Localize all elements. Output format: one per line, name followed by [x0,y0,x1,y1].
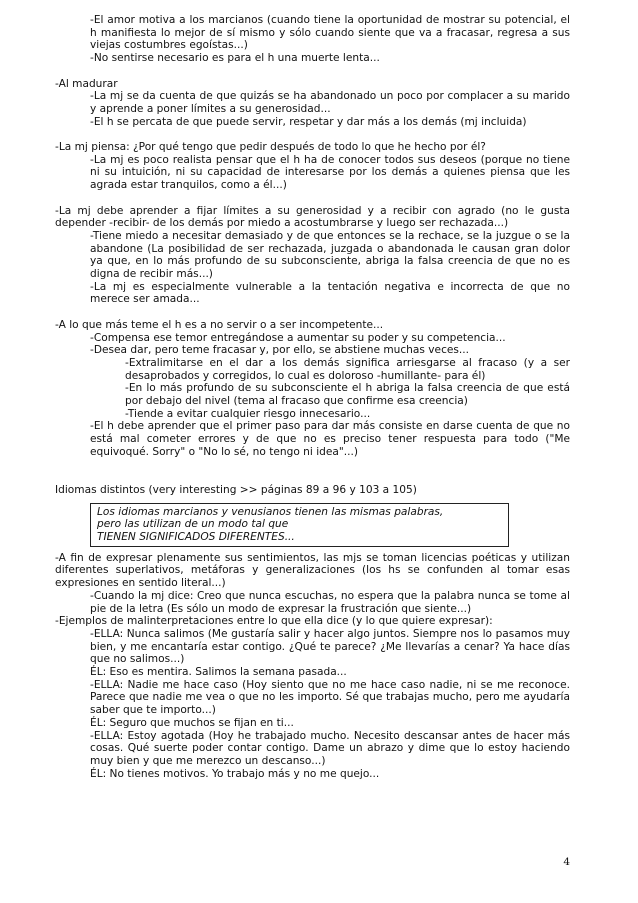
paragraph: -La mj debe aprender a fijar límites a su generosidad y a recibir con agrado (no le gusta depender -recibir- de los demás por miedo a acostumbrarse y luego ser rechazada...) [55,204,570,230]
dialogue-ella: -ELLA: Estoy agotada (Hoy he trabajado mucho. Necesito descansar antes de hacer más cosas. Qué suerte poder contar contigo. Dame un abrazo y dime que lo estoy haciendo muy bien y que me merezco un descanso...) [90,729,570,767]
paragraph: -Tiene miedo a necesitar demasiado y de que entonces se la rechace, se la juzgue o se la abandone (La posibilidad de ser rechazada, juzgada o abandonada le causan gran dolor ya que, en lo más profundo de su subconsciente, abriga la falsa creencia de que no es digna de recibir más...) [90,229,570,281]
paragraph: -El h se percata de que puede servir, respetar y dar más a los demás (mj incluida) [90,115,527,128]
paragraph: -En lo más profundo de su subconsciente el h abriga la falsa creencia de que está por debajo del nivel (tema al fracaso que confirme esa creencia) [125,382,570,408]
dialogue-ella: -ELLA: Nadie me hace caso (Hoy siento que no me hace caso nadie, ni se me reconoce. Parece que nadie me vea o que no les importo. Sé que trabajas mucho, pero me ayudaría saber que te importo...) [90,678,570,717]
dialogue-el: ÉL: No tienes motivos. Yo trabajo más y no me quejo... [90,767,380,780]
paragraph: -No sentirse necesario es para el h una muerte lenta... [90,52,380,65]
dialogue-el: ÉL: Eso es mentira. Salimos la semana pasada... [90,666,347,679]
quote-line: pero las utilizan de un modo tal que [97,518,289,531]
paragraph: -Tiende a evitar cualquier riesgo innecesario... [125,407,371,420]
paragraph: -A lo que más teme el h es a no servir o a ser incompetente... [55,318,384,331]
page-number: 4 [563,856,570,868]
quote-line: Los idiomas marcianos y venusianos tienen las mismas palabras, [97,505,444,518]
section-heading: -Al madurar [55,77,118,90]
quote-box [90,503,509,547]
paragraph: -A fin de expresar plenamente sus sentimientos, las mjs se toman licencias poéticas y utilizan diferentes superlativos, metáforas y generalizaciones (los hs se confunden al tomar esas expresiones en sentido literal...) [55,551,570,590]
paragraph: -La mj piensa: ¿Por qué tengo que pedir después de todo lo que he hecho por él? [55,141,486,153]
dialogue-ella: -ELLA: Nunca salimos (Me gustaría salir y hacer algo juntos. Siempre nos lo pasamos muy bien, y me encantaría estar contigo. ¿Qué te parece? ¿Me llevarías a cenar? Ya hace días que no salimos...) [90,627,570,666]
paragraph: -Ejemplos de malinterpretaciones entre lo que ella dice (y lo que quiere expresar): [55,615,493,628]
paragraph: -La mj es especialmente vulnerable a la tentación negativa e incorrecta de que no merece ser amada... [90,280,570,306]
paragraph: -Compensa ese temor entregándose a aumentar su poder y su competencia... [90,331,506,344]
paragraph: -El h debe aprender que el primer paso para dar más consiste en darse cuenta de que no está mal cometer errores y de que no es preciso tener respuesta para todo ("Me equivoqué. Sorry" o "No lo sé, no tengo ni idea"...) [90,420,570,458]
paragraph: -Cuando la mj dice: Creo que nunca escuchas, no espera que la palabra nunca se tome al pie de la letra (Es sólo un modo de expresar la frustración que siente...) [90,589,570,615]
document-body [55,14,570,780]
paragraph: -La mj se da cuenta de que quizás se ha abandonado un poco por complacer a su marido y aprende a poner límites a su generosidad... [90,90,570,115]
paragraph: -Extralimitarse en el dar a los demás significa arriesgarse al fracaso (y a ser desaprobados y corregidos, lo cual es doloroso -humillante- para él) [125,356,570,382]
paragraph: -La mj es poco realista pensar que el h ha de conocer todos sus deseos (porque no tiene ni su intuición, ni su capacidad de interesarse por los demás a quienes piensa que les agrada estar tranquilos, como a él...) [90,153,570,192]
paragraph: -El amor motiva a los marcianos (cuando tiene la oportunidad de mostrar su potencial, el h manifiesta lo mejor de sí mismo y sólo cuando siente que va a fracasar, regresa a sus viejas costumbres egoístas...) [90,14,570,52]
quote-line: TIENEN SIGNIFICADOS DIFERENTES... [97,531,295,544]
section-heading: Idiomas distintos (very interesting >> páginas 89 a 96 y 103 a 105) [55,483,417,496]
paragraph: -Desea dar, pero teme fracasar y, por ello, se abstiene muchas veces... [90,344,470,357]
dialogue-el: ÉL: Seguro que muchos se fijan en ti... [90,716,294,729]
